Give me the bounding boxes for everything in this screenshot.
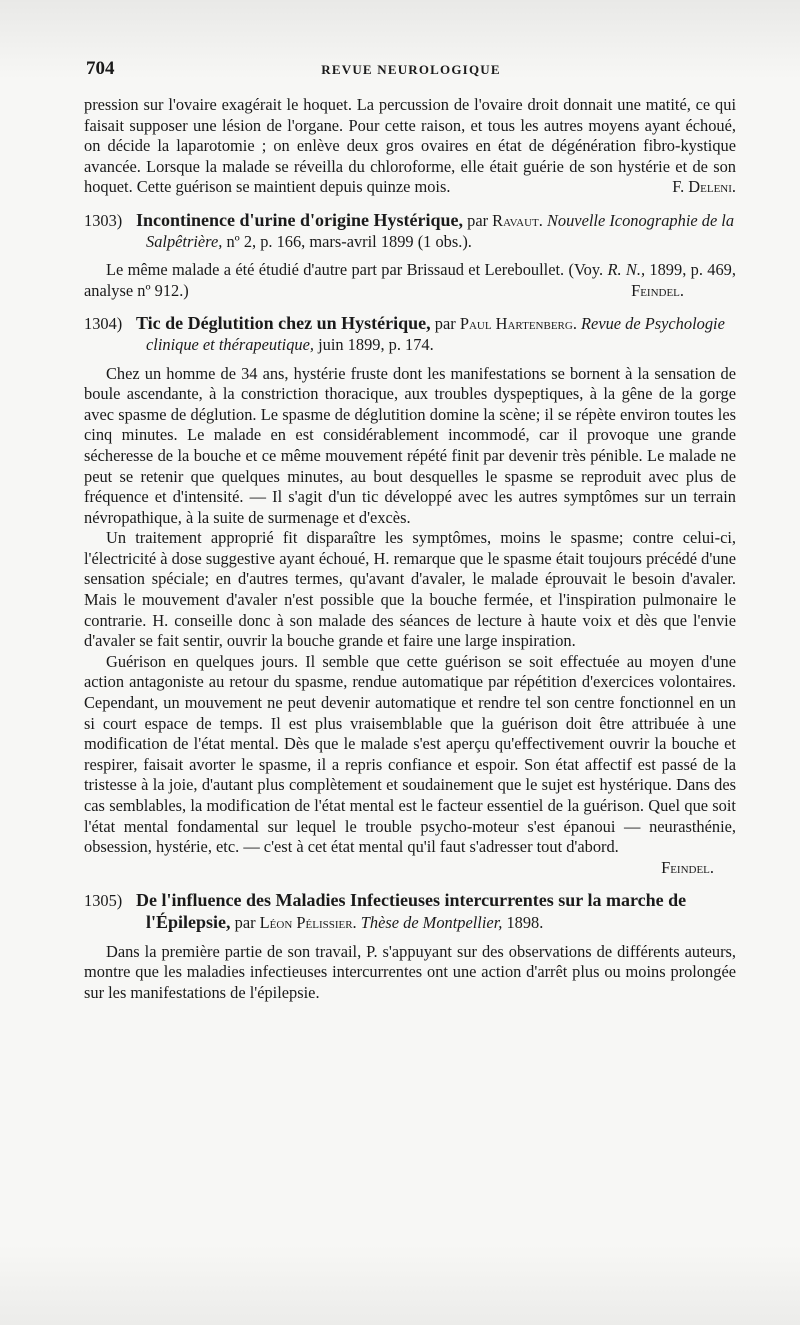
entry-1303-details: nº 2, p. 166, mars-avril 1899 (1 obs.). — [226, 231, 472, 251]
entry-1305-paragraph-1: Dans la première partie de son travail, P. s'appuyant sur des observations de différents auteurs, montre que les maladies infectieuses intercurrentes ont une action d'arrêt plus ou moins prolongée sur les manifestations de l'épilepsie. — [84, 941, 736, 1002]
entry-1304 — [84, 313, 736, 878]
entry-1305-heading: 1305) De l'influence des Maladies Infectieuses intercurrentes sur la marche de l'Épilepsie, par Léon Pélissier. Thèse de Montpellier, 1898. — [84, 890, 687, 932]
intro-paragraph: pression sur l'ovaire exagérait le hoquet. La percussion de l'ovaire droit donnait une matité, ce qui faisait supposer une lésion de l'organe. Pour cette raison, et tous les autres moyens ayant échoué, on décide la laparotomie ; on enlève deux gros ovaires en état de dégénération fibro-kystique avancée. Lorsque la malade se réveilla du chloroforme, elle était guérie de son hystérie et de son hoquet. Cette guérison se maintient depuis quinze mois. F. Deleni. — [84, 95, 736, 197]
entry-1303-number: 1303) — [84, 210, 123, 230]
page-number: 704 — [86, 58, 115, 79]
entry-1305-author: Léon Pélissier. — [259, 912, 357, 932]
page-content — [84, 95, 736, 1003]
entry-1305-source: Thèse de Montpellier, — [360, 912, 503, 932]
intro-signature: F. Deleni. — [672, 177, 736, 197]
running-title: REVUE NEUROLOGIQUE — [321, 62, 501, 77]
entry-1304-signature: Feindel. — [661, 857, 714, 877]
entry-1305-number: 1305) — [84, 891, 123, 911]
page-header — [86, 58, 736, 84]
entry-1304-details: juin 1899, p. 174. — [318, 334, 434, 354]
entry-1304-paragraph-1: Chez un homme de 34 ans, hystérie fruste dont les manifestations se bornent à la sensation de boule ascendante, à la constriction thoracique, aux troubles dyspeptiques, à la gêne de la gorge avec spasme de déglution. Le spasme de déglutition domine la scène; il se répète environ toutes les cinq minutes. Le malade en est considérablement incommodé, car il provoque une grande sécheresse de la bouche et ce même mouvement répété finit par devenir très pénible. Le malade ne peut se retenir que quelques minutes, au bout desquelles le spasme se reproduit avec plus de fréquence et d'intensité. — Il s'agit d'un tic développé avec les autres symptômes sur un terrain névropathique, à la suite de surmenage et d'excès. — [84, 363, 736, 527]
entry-1303-source: Nouvelle Iconographie de la Salpêtrière, — [146, 210, 735, 251]
entry-1303-author: Ravaut. — [492, 210, 543, 230]
entry-1304-number: 1304) — [84, 314, 123, 334]
entry-1303-heading: 1303) Incontinence d'urine d'origine Hystérique, par Ravaut. Nouvelle Iconographie de la Salpêtrière, nº 2, p. 166, mars-avril 1899 (1 obs.). — [84, 209, 735, 251]
entry-1304-paragraph-2: Un traitement approprié fit disparaître les symptômes, moins le spasme; contre celui-ci, l'électricité à dose suggestive ayant échoué, H. remarque que le spasme était toujours précédé d'une sensation spéciale; en d'autres termes, qu'avant d'avaler, le malade éprouvait le besoin d'avaler. Mais le mouvement d'avaler n'est possible que la bouche fermée, et l'inspiration pulmonaire le contrarie. H. conseille donc à son malade des séances de lecture à haute voix et dès que l'envie d'avaler se fait sentir, ouvrir la bouche grande et faire une large inspiration. — [84, 528, 736, 651]
entry-1303-title: Incontinence d'urine d'origine Hystérique, — [136, 209, 464, 230]
entry-1305-details: 1898. — [506, 912, 544, 932]
entry-1304-title: Tic de Déglutition chez un Hystérique, — [136, 313, 431, 334]
entry-1303-signature: Feindel. — [631, 280, 684, 300]
entry-1304-heading: 1304) Tic de Déglutition chez un Hystérique, par Paul Hartenberg. Revue de Psychologie clinique et thérapeutique, juin 1899, p. 174. — [84, 313, 725, 354]
entry-1303 — [84, 210, 736, 301]
entry-1303-body: Le même malade a été étudié d'autre part par Brissaud et Lereboullet. (Voy. R. N., 1899, p. 469, analyse nº 912.) Feindel. — [84, 260, 736, 300]
entry-1304-source: Revue de Psychologie clinique et thérapeutique, — [146, 314, 725, 354]
entry-1305-title: De l'influence des Maladies Infectieuses intercurrentes sur la marche de l'Épilepsie, — [136, 890, 687, 932]
entry-1305 — [84, 890, 736, 1003]
entry-1304-paragraph-3: Guérison en quelques jours. Il semble que cette guérison se soit effectuée au moyen d'une action antagoniste au retour du spasme, rendue automatique par répétition d'exercices volontaires. Cependant, un mouvement ne peut devenir automatique et rendre tel son centre fonctionnel en un si court espace de temps. Il est plus vraisemblable que la guérison doit être attribuée à une modification de l'état mental. Dès que le malade s'est aperçu qu'effectivement ouvrir la bouche et respirer, faisait avorter le spasme, il a repris confiance et espoir. Son état affectif est passé de la tristesse à la joie, d'autant plus complètement et soudainement que le sujet est hystérique. Dans des cas semblables, la modification de l'état mental est le facteur essentiel de la guérison. Quel que soit l'état mental fondamental sur lequel le trouble psycho-moteur s'est épanoui — neurasthénie, obsession, hystérie, etc. — c'est à cet état mental qu'il faut s'adresser tout d'abord. — [84, 651, 736, 857]
entry-1304-author: Paul Hartenberg. — [459, 314, 577, 334]
